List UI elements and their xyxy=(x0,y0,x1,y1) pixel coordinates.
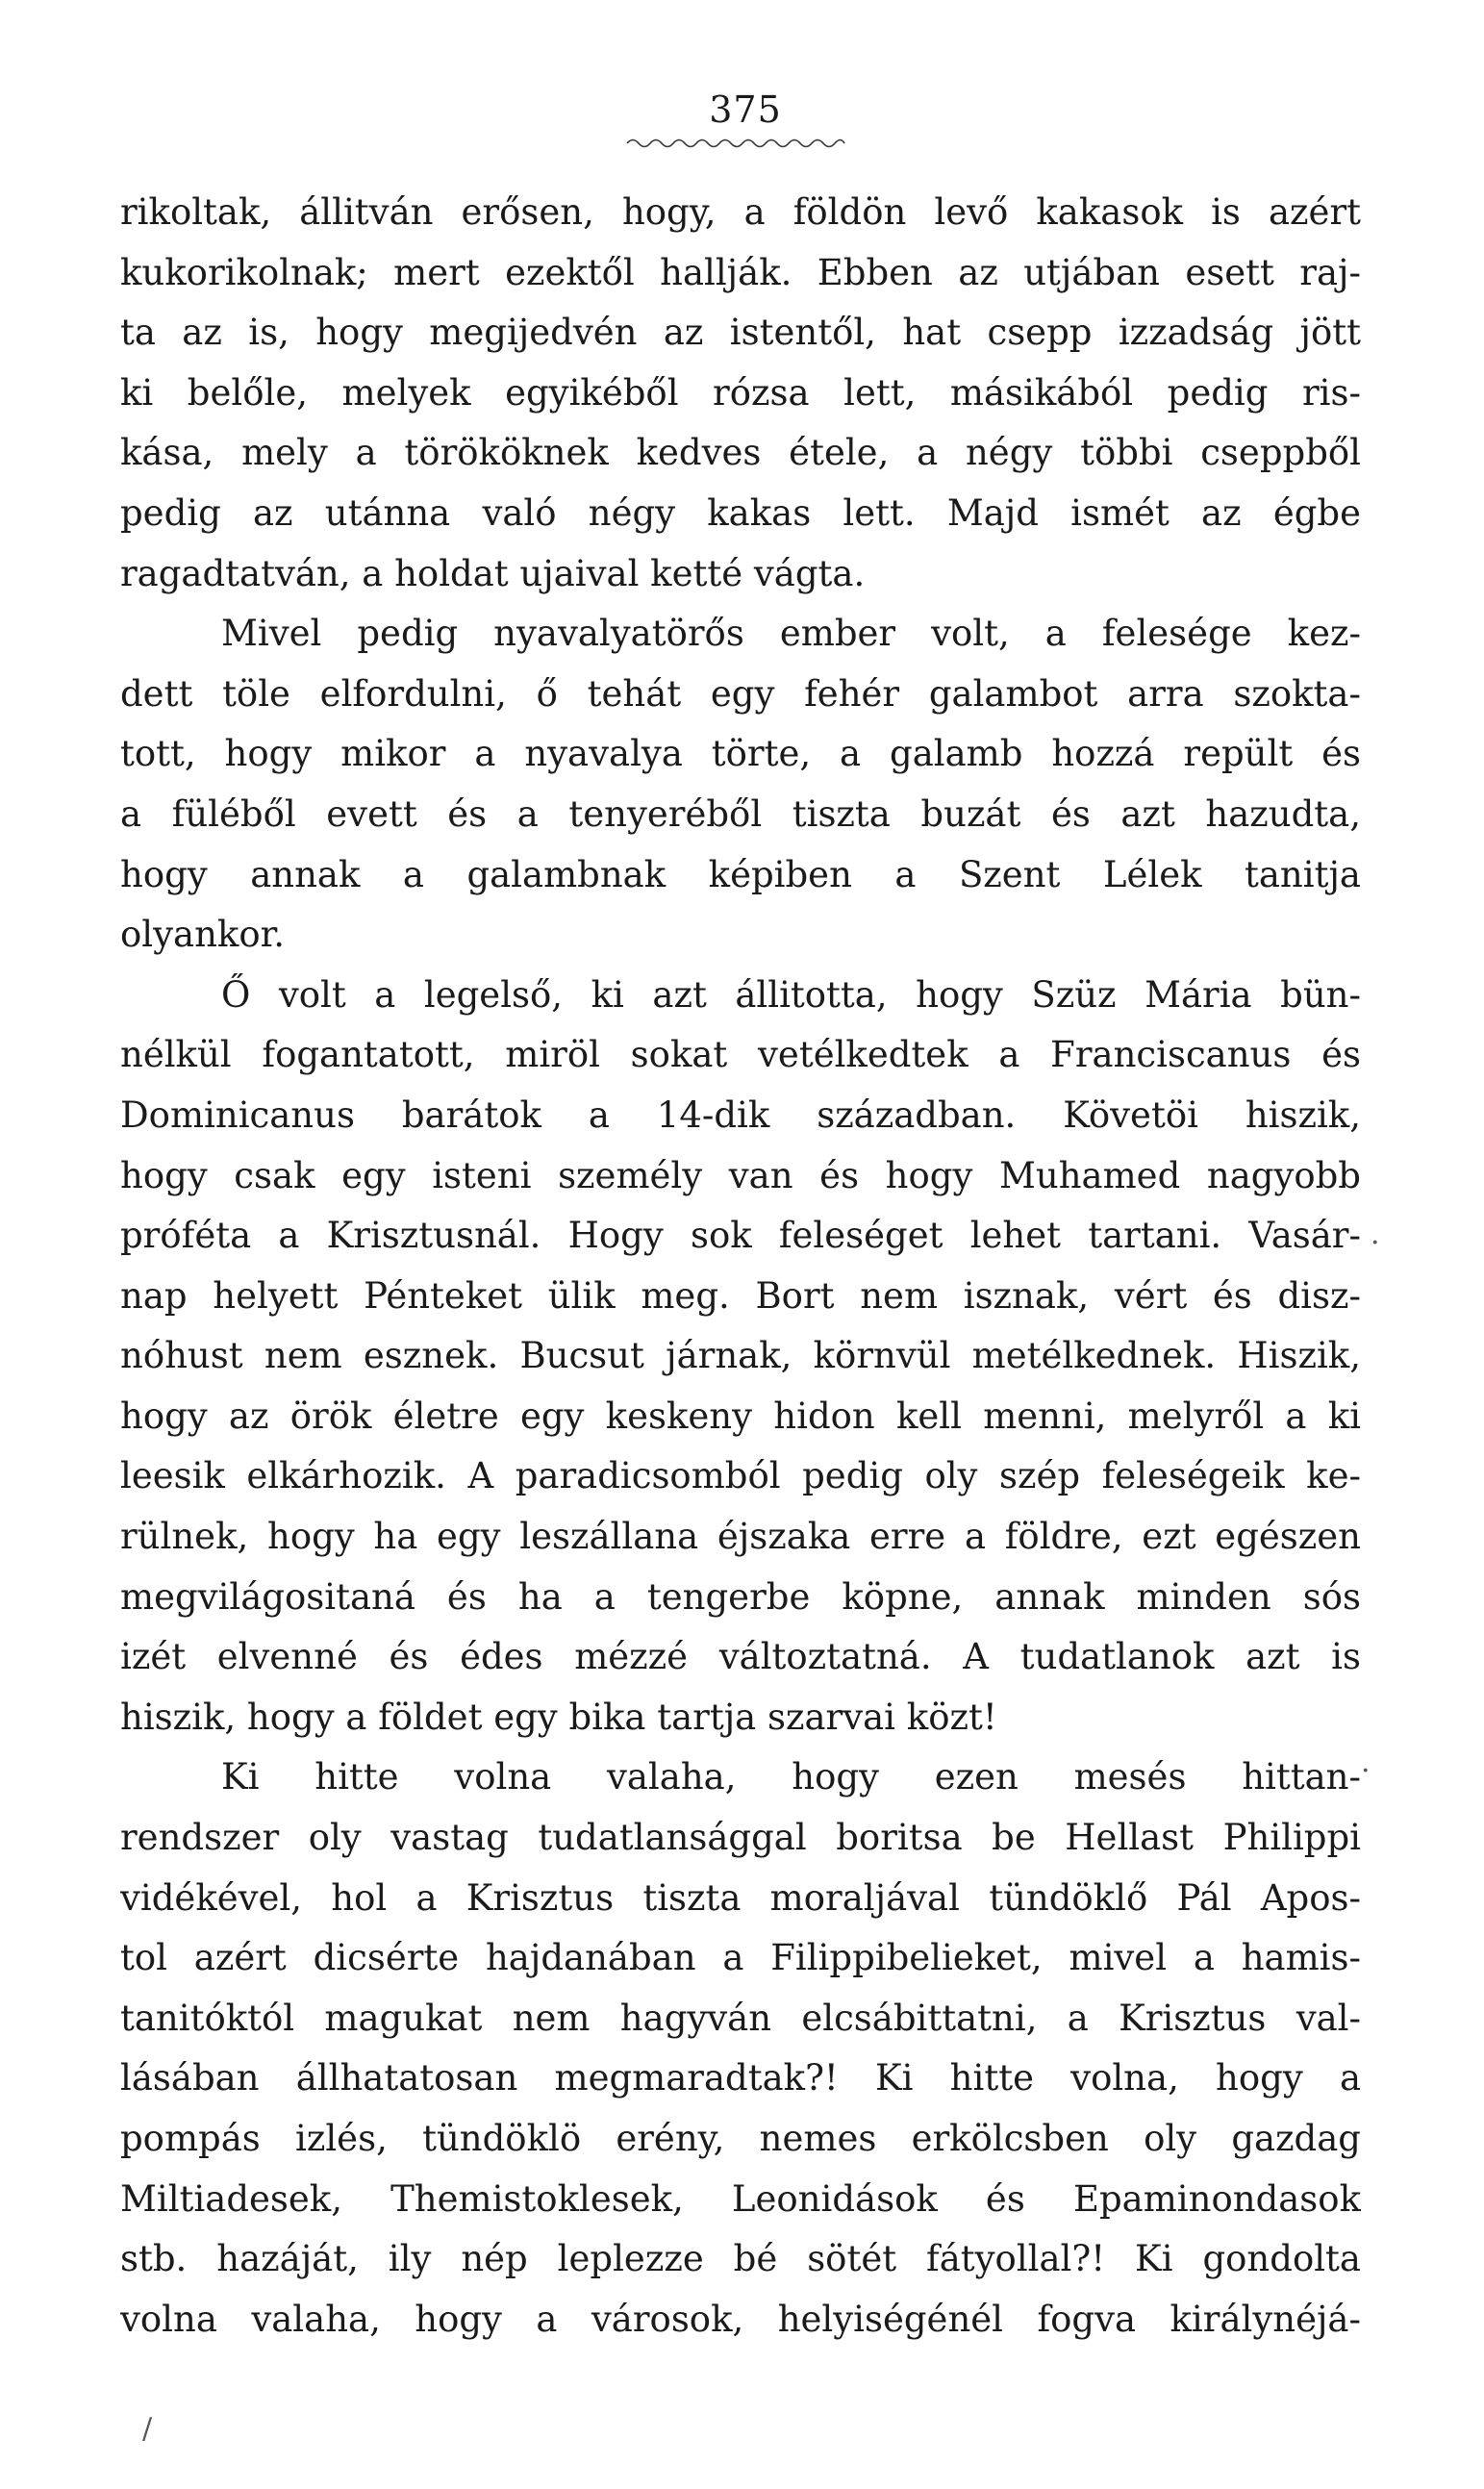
text-line: ta az is, hogy megijedvén az istentől, hat csepp izzadság jött xyxy=(120,312,1361,354)
text-line: hogy csak egy isteni személy van és hogy Muhamed nagyobb xyxy=(120,1154,1361,1196)
wavy-rule-ornament xyxy=(625,135,846,152)
margin-speck: . xyxy=(1361,1746,1371,1779)
text-line: nóhust nem esznek. Bucsut járnak, körnvül metélkednek. Hiszik, xyxy=(120,1335,1361,1377)
text-line: Miltiadesek, Themistoklesek, Leonidások és Epaminondasok xyxy=(120,2177,1361,2220)
paragraph-start-line: Ki hitte volna valaha, hogy ezen mesés hittan- xyxy=(221,1756,1361,1798)
text-line: rülnek, hogy ha egy leszállana éjszaka erre a földre, ezt egészen xyxy=(120,1516,1361,1558)
text-line: lásában állhatatosan megmaradtak?! Ki hitte volna, hogy a xyxy=(120,2057,1361,2099)
text-line: tott, hogy mikor a nyavalya törte, a galamb hozzá repült és xyxy=(120,733,1361,775)
text-line: dett töle elfordulni, ő tehát egy fehér galambot arra szokta- xyxy=(120,672,1361,715)
text-line: olyankor. xyxy=(120,914,285,956)
text-line: a füléből evett és a tenyeréből tiszta buzát és azt hazudta, xyxy=(120,792,1361,835)
page-number: 375 xyxy=(709,88,782,131)
text-line: tanitóktól magukat nem hagyván elcsábittatni, a Krisztus val- xyxy=(120,1997,1361,2039)
text-line: pedig az utánna való négy kakas lett. Majd ismét az égbe xyxy=(120,491,1361,534)
text-line: nélkül fogantatott, miröl sokat vetélkedtek a Franciscanus és xyxy=(120,1034,1361,1076)
text-line: tol azért dicsérte hajdanában a Filippibelieket, mivel a hamis- xyxy=(120,1937,1361,1979)
text-line: nap helyett Pénteket ülik meg. Bort nem isznak, vért és disz- xyxy=(120,1274,1361,1317)
body-text xyxy=(120,183,1361,2350)
text-line: ki belőle, melyek egyikéből rózsa lett, másikából pedig ris- xyxy=(120,371,1361,414)
text-line: pompás izlés, tündöklö erény, nemes erkölcsben oly gazdag xyxy=(120,2118,1361,2159)
text-line: kása, mely a törököknek kedves étele, a négy többi cseppből xyxy=(120,432,1361,474)
text-line: hogy az örök életre egy keskeny hidon kell menni, melyről a ki xyxy=(120,1395,1361,1437)
text-line: hiszik, hogy a földet egy bika tartja szarvai közt! xyxy=(120,1696,997,1738)
text-line: rendszer oly vastag tudatlansággal boritsa be Hellast Philippi xyxy=(120,1817,1361,1859)
text-line: leesik elkárhozik. A paradicsomból pedig oly szép feleségeik ke- xyxy=(120,1455,1361,1497)
text-line: ragadtatván, a holdat ujaival ketté vágta. xyxy=(120,552,866,594)
paragraph-start-line: Ő volt a legelső, ki azt állitotta, hogy Szüz Mária bün- xyxy=(221,973,1361,1016)
text-line: stb. hazáját, ily nép leplezze bé sötét fátyollal?! Ki gondolta xyxy=(120,2238,1361,2280)
text-line: Dominicanus barátok a 14-dik században. Követöi hiszik, xyxy=(120,1094,1361,1136)
text-line: vidékével, hol a Krisztus tiszta moraljával tündöklő Pál Apos- xyxy=(120,1876,1361,1919)
text-line: kukorikolnak; mert ezektől hallják. Ebben az utjában esett raj- xyxy=(120,251,1361,293)
text-line: izét elvenné és édes mézzé változtatná. A tudatlanok azt is xyxy=(120,1636,1361,1678)
text-line: rikoltak, állitván erősen, hogy, a földön levő kakasok is azért xyxy=(120,191,1361,233)
margin-speck: / xyxy=(142,2412,153,2446)
paragraph-start-line: Mivel pedig nyavalyatörős ember volt, a felesége kez- xyxy=(221,613,1361,655)
text-line: megvilágositaná és ha a tengerbe köpne, annak minden sós xyxy=(120,1575,1361,1618)
text-line: hogy annak a galambnak képiben a Szent Lélek tanitja xyxy=(120,853,1361,895)
text-line: próféta a Krisztusnál. Hogy sok feleséget lehet tartani. Vasár- xyxy=(120,1215,1361,1257)
text-line: volna valaha, hogy a városok, helyiségénél fogva királynéjá- xyxy=(120,2298,1361,2340)
margin-speck: · xyxy=(1371,1226,1380,1260)
